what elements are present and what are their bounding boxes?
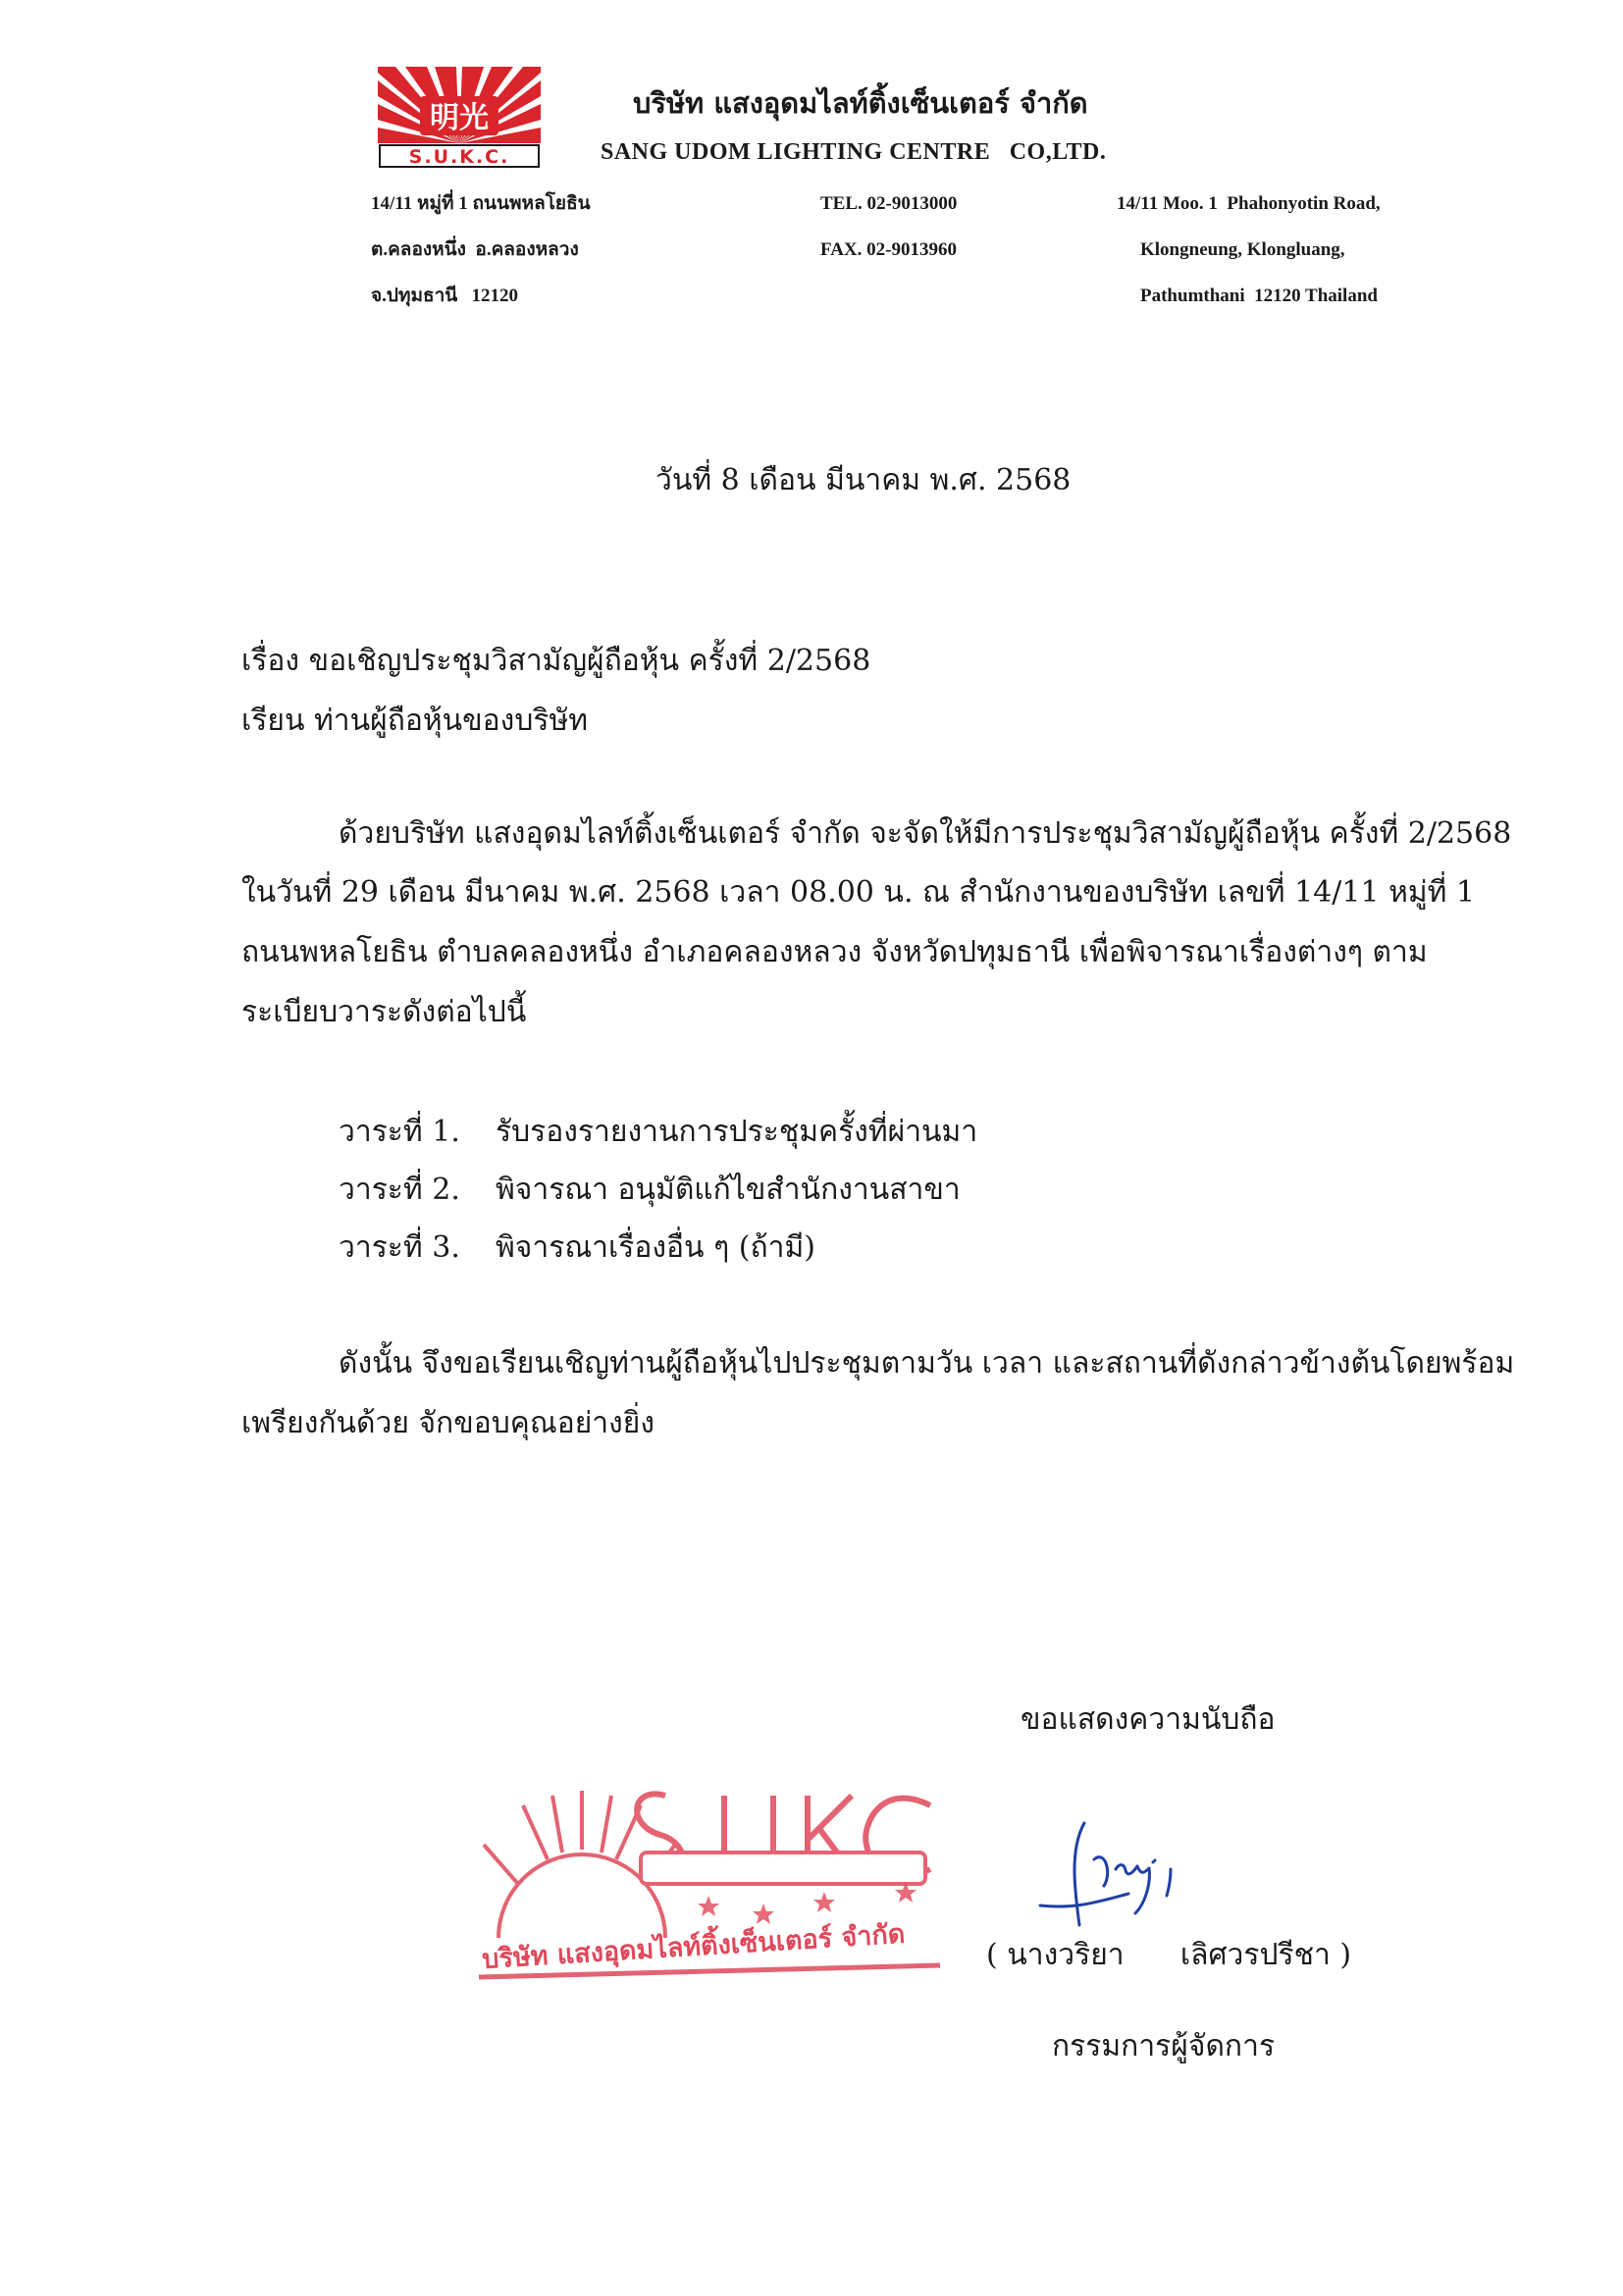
star-icon	[813, 1892, 835, 1912]
agenda-number: วาระที่ 1.	[339, 1115, 460, 1149]
telephone: TEL. 02-9013000	[820, 193, 958, 214]
fax: FAX. 02-9013960	[820, 239, 957, 260]
star-icon	[698, 1896, 719, 1916]
letter-date: วันที่ 8 เดือน มีนาคม พ.ศ. 2568	[655, 463, 1072, 497]
logo-chars: 明光	[430, 101, 489, 135]
agenda-number: วาระที่ 3.	[339, 1230, 460, 1265]
logo-caption: S.U.K.C.	[408, 146, 510, 168]
paragraph-line: ระเบียบวาระดังต่อไปนี้	[241, 995, 527, 1029]
closing-paragraph-line: ดังนั้น จึงขอเรียนเชิญท่านผู้ถือหุ้นไปประชุมตามวัน เวลา และสถานที่ดังกล่าวข้างต้นโดยพร้อม	[339, 1346, 1515, 1381]
agenda-number: วาระที่ 2.	[339, 1173, 460, 1207]
agenda-text: รับรองรายงานการประชุมครั้งที่ผ่านมา	[496, 1115, 978, 1149]
paragraph-line: ในวันที่ 29 เดือน มีนาคม พ.ศ. 2568 เวลา 08.00 น. ณ สำนักงานของบริษัท เลขที่ 14/11 หมู่ที่ 1	[241, 875, 1476, 910]
letter-salutation: เรียน ท่านผู้ถือหุ้นของบริษัท	[241, 704, 589, 738]
handwritten-signature	[1035, 1815, 1207, 1933]
signer-title: กรรมการผู้จัดการ	[1052, 2029, 1276, 2063]
address-en-line: 14/11 Moo. 1 Phahonyotin Road,	[1117, 193, 1381, 214]
agenda-text: พิจารณาเรื่องอื่น ๆ (ถ้ามี)	[496, 1230, 815, 1265]
address-th-line: จ.ปทุมธานี 12120	[371, 286, 518, 306]
address-th-line: 14/11 หมู่ที่ 1 ถนนพหลโยธิน	[371, 193, 591, 214]
paragraph-line: ด้วยบริษัท แสงอุดมไลท์ติ้งเซ็นเตอร์ จำกัด จะจัดให้มีการประชุมวิสามัญผู้ถือหุ้น ครั้งที่ 2/2568	[339, 816, 1512, 851]
paragraph-line: ถนนพหลโยธิน ตำบลคลองหนึ่ง อำเภอคลองหลวง จังหวัดปทุมธานี เพื่อพิจารณาเรื่องต่างๆ ตาม	[241, 935, 1428, 969]
address-th-line: ต.คลองหนึ่ง อ.คลองหลวง	[371, 239, 579, 260]
signer-name: ( นางวริยา เลิศวรปรีชา )	[986, 1938, 1352, 1972]
stamp-company-name: บริษัท แสงอุดมไลท์ติ้งเซ็นเตอร์ จำกัด	[481, 1918, 907, 1975]
complimentary-close: ขอแสดงความนับถือ	[1021, 1702, 1276, 1737]
company-name-th: บริษัท แสงอุดมไลท์ติ้งเซ็นเตอร์ จำกัด	[633, 86, 1088, 120]
company-name-en: SANG UDOM LIGHTING CENTRE CO,LTD.	[601, 139, 1107, 165]
address-en-line: Klongneung, Klongluang,	[1140, 239, 1345, 260]
agenda-text: พิจารณา อนุมัติแก้ไขสำนักงานสาขา	[496, 1173, 961, 1207]
company-logo	[378, 67, 541, 169]
letter-subject: เรื่อง ขอเชิญประชุมวิสามัญผู้ถือหุ้น ครั้งที่ 2/2568	[241, 644, 871, 678]
address-en-line: Pathumthani 12120 Thailand	[1140, 286, 1378, 306]
closing-paragraph-line: เพรียงกันด้วย จักขอบคุณอย่างยิ่ง	[241, 1406, 655, 1440]
